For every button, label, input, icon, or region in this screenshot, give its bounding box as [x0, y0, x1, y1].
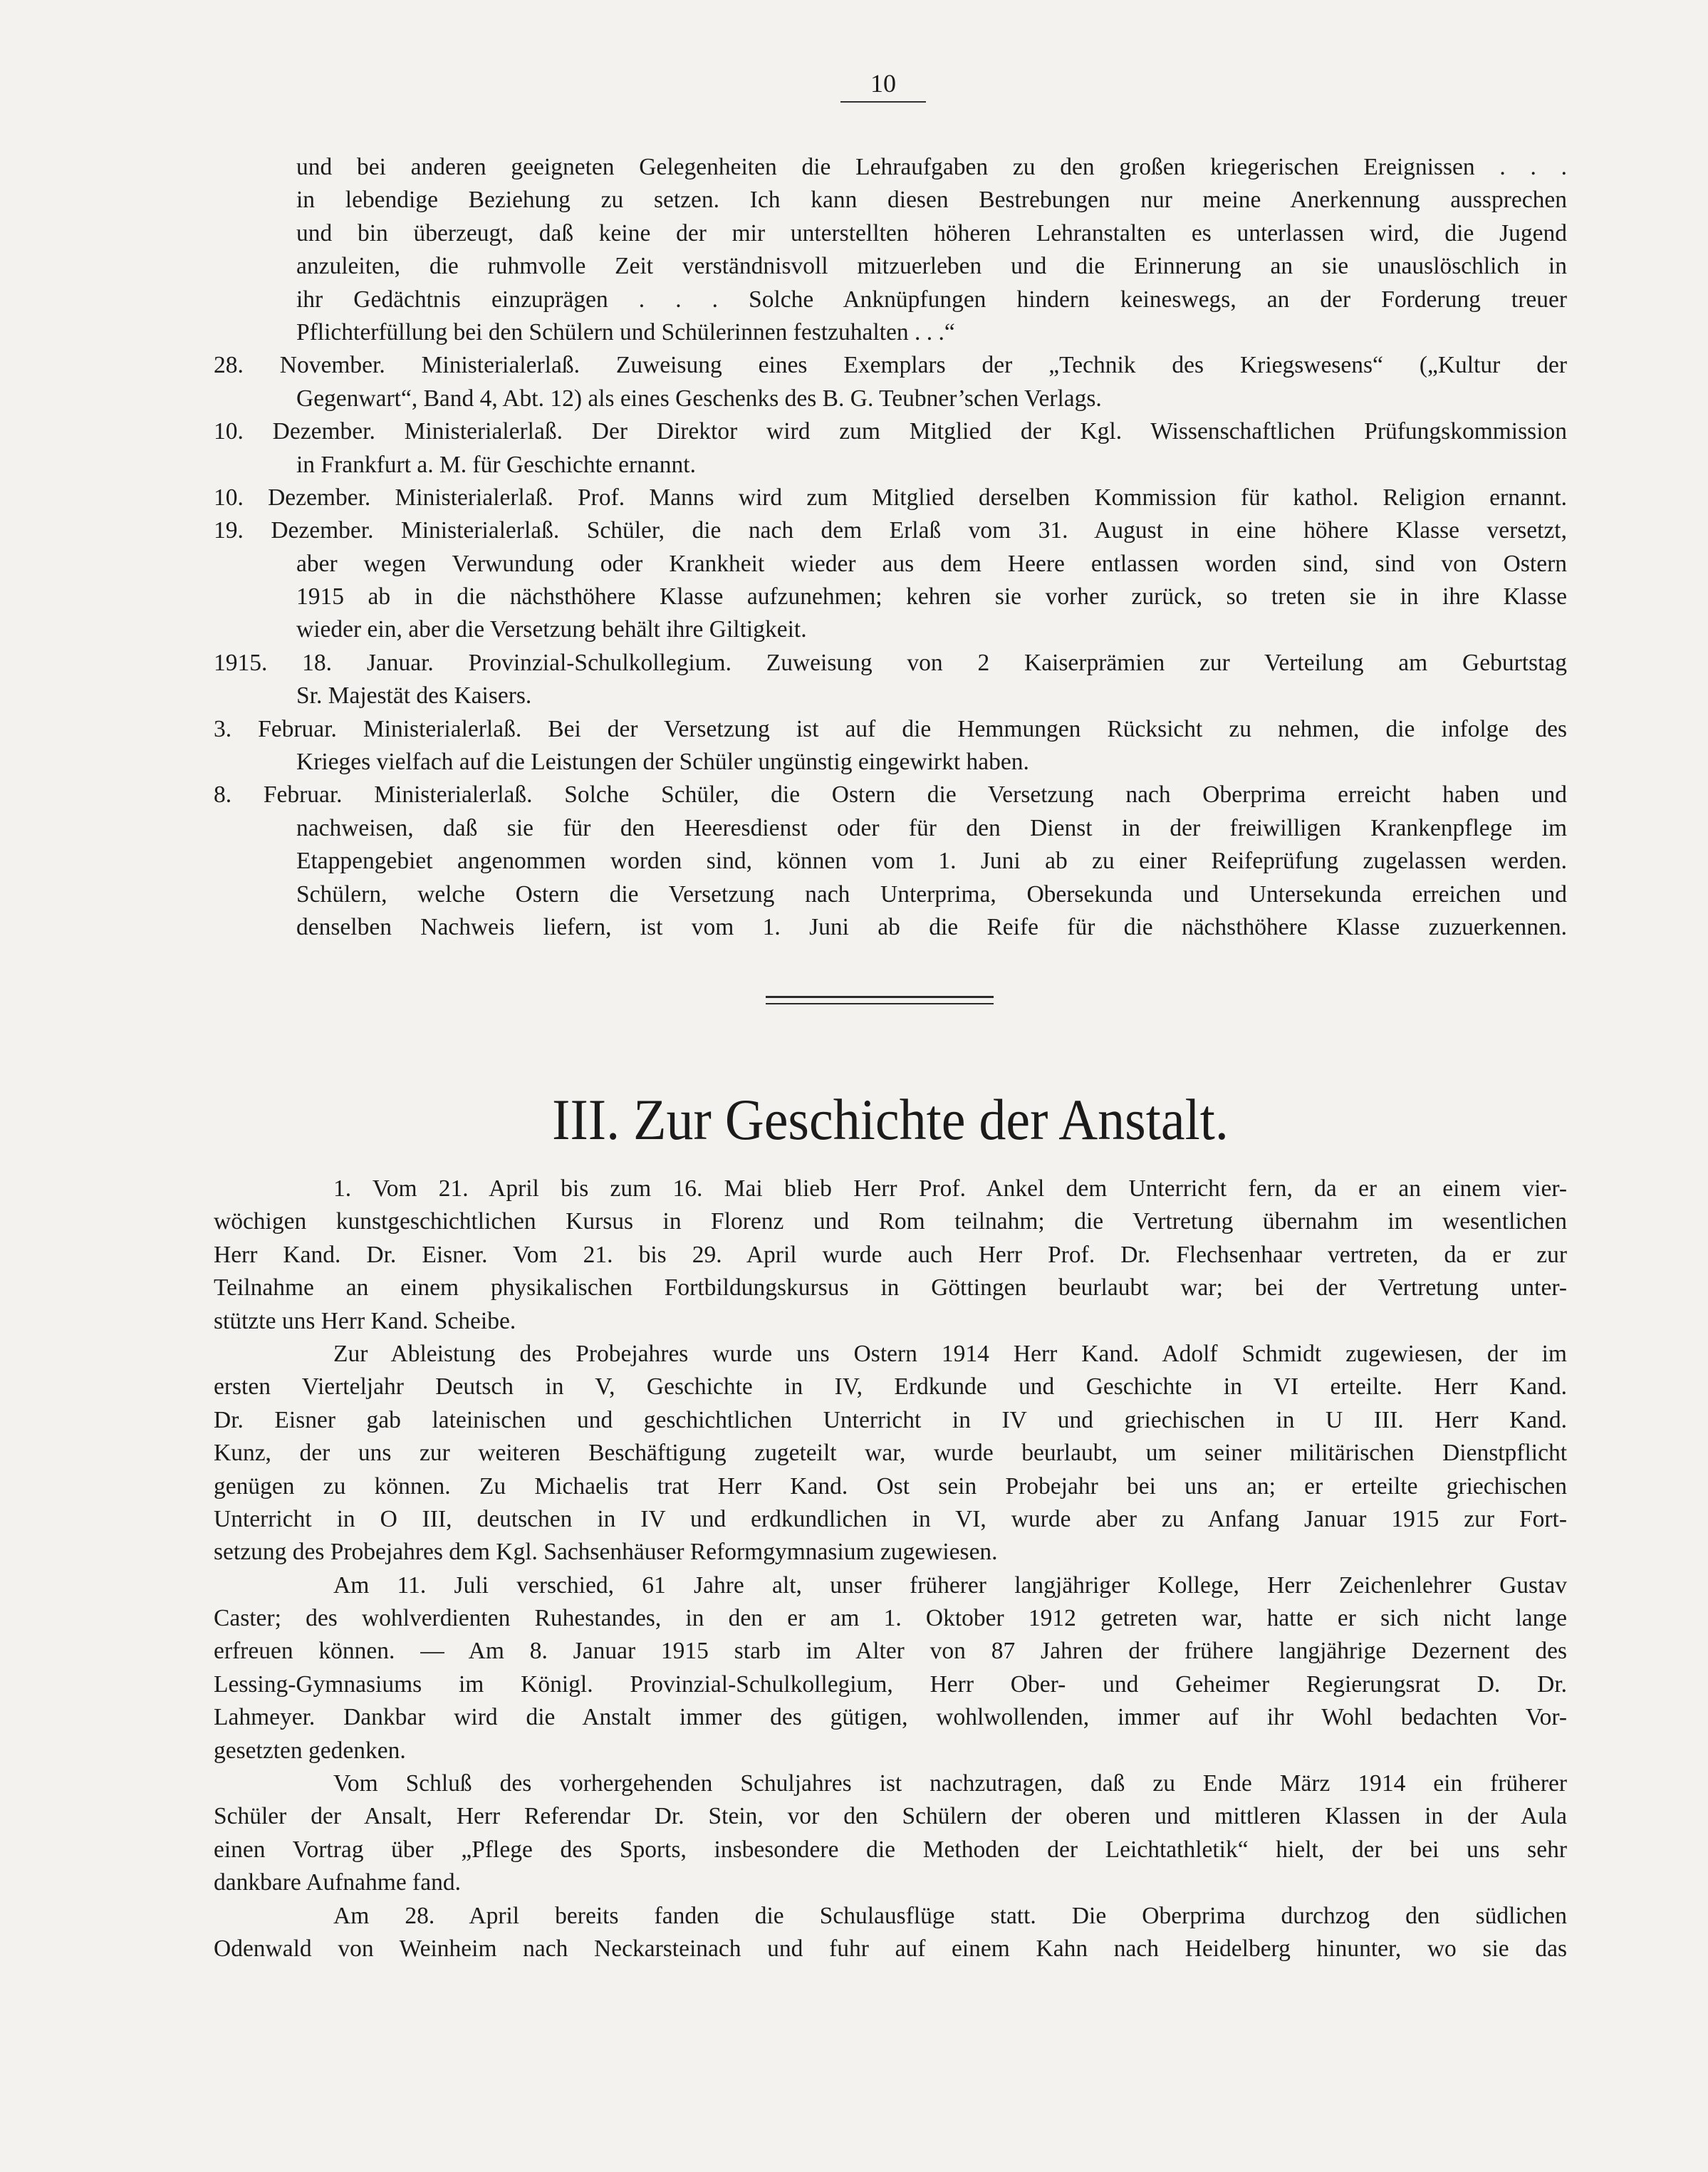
text-line: Sr. Majestät des Kaisers. — [296, 682, 532, 710]
text-line: setzung des Probejahres dem Kgl. Sachsenhäuser Reformgymnasium zugewiesen. — [214, 1539, 998, 1566]
paragraph-start: 1. Vom 21. April bis zum 16. Mai blieb Herr Prof. Ankel dem Unterricht fern, da er an einem vier- — [333, 1175, 1567, 1202]
paragraph-start: Zur Ableistung des Probejahres wurde uns Ostern 1914 Herr Kand. Adolf Schmidt zugewiesen, der im — [333, 1340, 1567, 1367]
text-line: Caster; des wohlverdienten Ruhestandes, in den er am 1. Oktober 1912 getreten war, hatte er sich nicht lange — [214, 1605, 1567, 1632]
page-number: 10 — [840, 68, 926, 103]
text-line: nachweisen, daß sie für den Heeresdienst oder für den Dienst in der freiwilligen Krankenpflege im — [296, 814, 1567, 841]
text-line: Kunz, der uns zur weiteren Beschäftigung zugeteilt war, wurde beurlaubt, um seiner militärischen Dienstpflicht — [214, 1440, 1567, 1467]
text-line: Schüler der Ansalt, Herr Referendar Dr. Stein, vor den Schülern der oberen und mittleren Klassen in der Aula — [214, 1803, 1567, 1830]
text-line: dankbare Aufnahme fand. — [214, 1869, 461, 1896]
text-line: ersten Vierteljahr Deutsch in V, Geschichte in IV, Erdkunde und Geschichte in VI erteilte. Herr Kand. — [214, 1373, 1567, 1401]
text-line: aber wegen Verwundung oder Krankheit wieder aus dem Heere entlassen worden sind, sind von Ostern — [296, 550, 1567, 577]
decree-entry: 28. November. Ministerialerlaß. Zuweisung eines Exemplars der „Technik des Kriegswesens“ („Kultur der — [214, 352, 1567, 379]
history-text — [214, 1173, 1567, 1965]
text-line: denselben Nachweis liefern, ist vom 1. Juni ab die Reife für die nächsthöhere Klasse zuzuerkennen. — [296, 913, 1567, 940]
separator-rule — [766, 1003, 994, 1004]
text-line: Gegenwart“, Band 4, Abt. 12) als eines Geschenks des B. G. Teubner’schen Verlags. — [296, 385, 1102, 412]
text-line: wöchigen kunstgeschichtlichen Kursus in Florenz und Rom teilnahm; die Vertretung übernahm im wesentlichen — [214, 1208, 1567, 1235]
text-line: erfreuen können. — Am 8. Januar 1915 starb im Alter von 87 Jahren der frühere langjährige Dezernent des — [214, 1638, 1567, 1665]
section-title: III. Zur Geschichte der Anstalt. — [552, 1087, 1229, 1153]
decree-entry: 10. Dezember. Ministerialerlaß. Der Direktor wird zum Mitglied der Kgl. Wissenschaftlichen Prüfungskommission — [214, 418, 1567, 445]
separator-rule — [766, 996, 994, 998]
paragraph-start: Am 11. Juli verschied, 61 Jahre alt, unser früherer langjähriger Kollege, Herr Zeichenlehrer Gustav — [333, 1571, 1567, 1599]
decree-entry: 1915. 18. Januar. Provinzial-Schulkollegium. Zuweisung von 2 Kaiserprämien zur Verteilung am Geburtstag — [214, 649, 1567, 676]
text-line: Unterricht in O III, deutschen in IV und erdkundlichen in VI, wurde aber zu Anfang Januar 1915 zur Fort- — [214, 1505, 1567, 1532]
text-line: Lahmeyer. Dankbar wird die Anstalt immer des gütigen, wohlwollenden, immer auf ihr Wohl bedachten Vor- — [214, 1704, 1567, 1731]
text-line: in Frankfurt a. M. für Geschichte ernannt. — [296, 451, 696, 478]
text-line: einen Vortrag über „Pflege des Sports, insbesondere die Methoden der Leichtathletik“ hielt, der bei uns sehr — [214, 1836, 1567, 1863]
text-line: Schülern, welche Ostern die Versetzung nach Unterprima, Obersekunda und Untersekunda erreichen und — [296, 880, 1567, 908]
decree-entry: 19. Dezember. Ministerialerlaß. Schüler, die nach dem Erlaß vom 31. August in eine höhere Klasse versetzt, — [214, 517, 1567, 544]
text-line: und bin überzeugt, daß keine der mir unterstellten höheren Lehranstalten es unterlassen wird, die Jugend — [296, 219, 1567, 246]
text-line: Etappengebiet angenommen worden sind, können vom 1. Juni ab zu einer Reifeprüfung zugelassen werden. — [296, 848, 1567, 875]
text-line: 1915 ab in die nächsthöhere Klasse aufzunehmen; kehren sie vorher zurück, so treten sie in ihre Klasse — [296, 583, 1567, 610]
text-line: ihr Gedächtnis einzuprägen . . . Solche Anknüpfungen hindern keineswegs, an der Forderung treuer — [296, 286, 1567, 313]
text-line: und bei anderen geeigneten Gelegenheiten die Lehraufgaben zu den großen kriegerischen Ereignissen . . . — [296, 154, 1567, 180]
paragraph-start: Vom Schluß des vorhergehenden Schuljahres ist nachzutragen, daß zu Ende März 1914 ein früherer — [333, 1770, 1567, 1797]
text-line: genügen zu können. Zu Michaelis trat Herr Kand. Ost sein Probejahr bei uns an; er erteilte griechischen — [214, 1472, 1567, 1500]
paragraph-start: Am 28. April bereits fanden die Schulausflüge statt. Die Oberprima durchzog den südlichen — [333, 1902, 1567, 1929]
decree-entry: 8. Februar. Ministerialerlaß. Solche Schüler, die Ostern die Versetzung nach Oberprima erreicht haben und — [214, 781, 1567, 809]
text-line: Odenwald von Weinheim nach Neckarsteinach und fuhr auf einem Kahn nach Heidelberg hinunter, wo sie das — [214, 1935, 1567, 1962]
decree-entry: 3. Februar. Ministerialerlaß. Bei der Versetzung ist auf die Hemmungen Rücksicht zu nehmen, die infolge des — [214, 715, 1567, 742]
text-line: Dr. Eisner gab lateinischen und geschichtlichen Unterricht in IV und griechischen in U III. Herr Kand. — [214, 1406, 1567, 1433]
text-line: Pflichterfüllung bei den Schülern und Schülerinnen festzuhalten . . .“ — [296, 318, 955, 345]
text-line: Lessing-Gymnasiums im Königl. Provinzial-Schulkollegium, Herr Ober- und Geheimer Regierungsrat D. Dr. — [214, 1670, 1567, 1698]
text-line: Krieges vielfach auf die Leistungen der Schüler ungünstig eingewirkt haben. — [296, 749, 1029, 776]
text-line: Teilnahme an einem physikalischen Fortbildungskursus in Göttingen beurlaubt war; bei der Vertretung unter- — [214, 1274, 1567, 1301]
text-line: stützte uns Herr Kand. Scheibe. — [214, 1307, 516, 1334]
text-line: gesetzten gedenken. — [214, 1737, 406, 1764]
decree-entry: 10. Dezember. Ministerialerlaß. Prof. Manns wird zum Mitglied derselben Kommission für kathol. Religion ernannt. — [214, 484, 1567, 511]
text-line: anzuleiten, die ruhmvolle Zeit verständnisvoll mitzuerleben und die Erinnerung an sie unauslöschlich in — [296, 253, 1567, 280]
text-line: in lebendige Beziehung zu setzen. Ich kann diesen Bestrebungen nur meine Anerkennung aussprechen — [296, 187, 1567, 214]
decree-list — [214, 151, 1567, 944]
text-line: Herr Kand. Dr. Eisner. Vom 21. bis 29. April wurde auch Herr Prof. Dr. Flechsenhaar vertreten, da er zur — [214, 1241, 1567, 1268]
text-line: wieder ein, aber die Versetzung behält ihre Giltigkeit. — [296, 616, 807, 643]
